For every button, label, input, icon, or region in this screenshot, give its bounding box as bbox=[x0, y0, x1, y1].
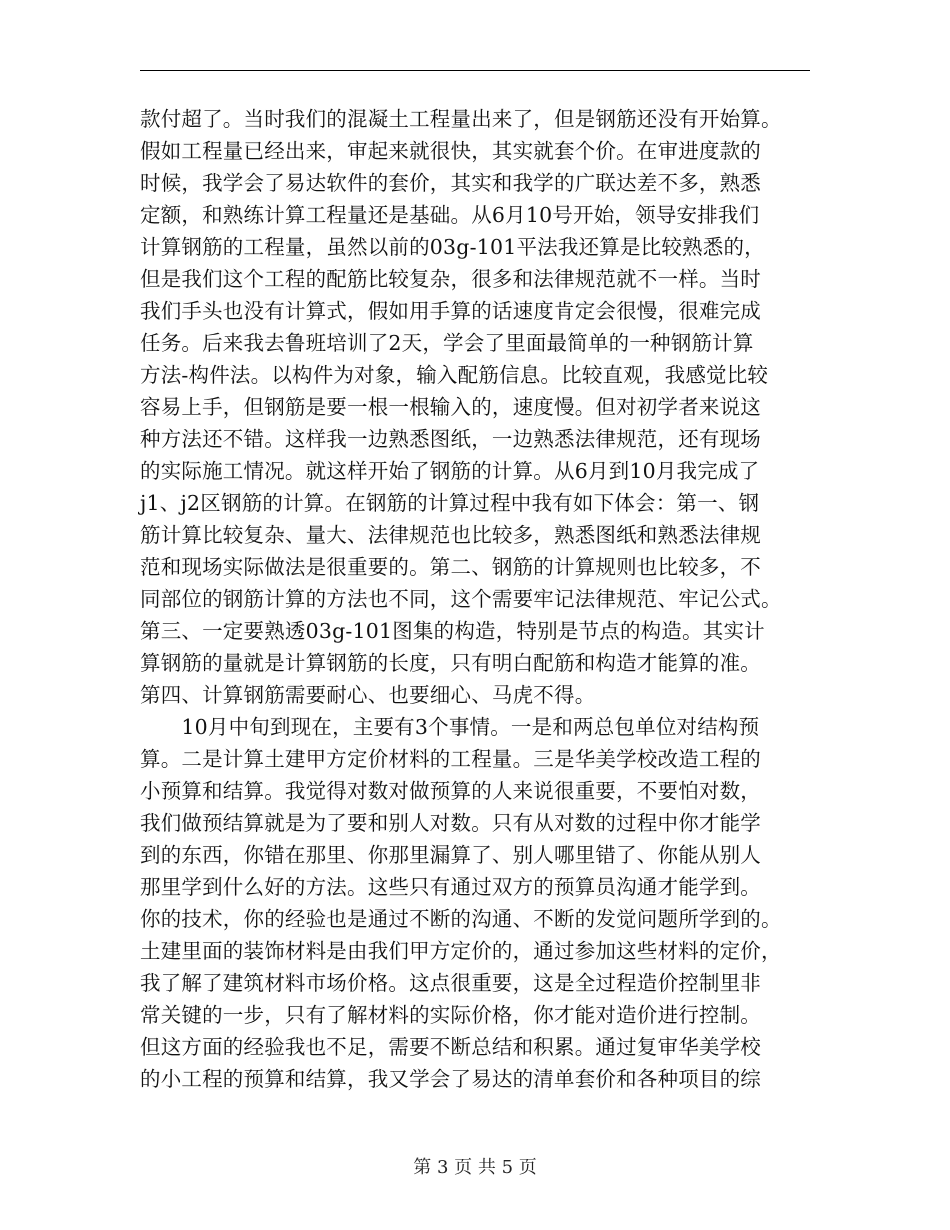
text-line: 但是我们这个工程的配筋比较复杂，很多和法律规范就不一样。当时 bbox=[140, 267, 761, 291]
text-line: 种方法还不错。这样我一边熟悉图纸，一边熟悉法律规范，还有现场 bbox=[140, 427, 761, 451]
text-line: 小预算和结算。我觉得对数对做预算的人来说很重要，不要怕对数， bbox=[140, 779, 761, 803]
text-line: 常关键的一步，只有了解材料的实际价格，你才能对造价进行控制。 bbox=[140, 1003, 761, 1027]
text-line: 任务。后来我去鲁班培训了2天，学会了里面最简单的一种钢筋计算 bbox=[140, 331, 754, 355]
text-line: 10月中旬到现在，主要有3个事情。一是和两总包单位对结构预 bbox=[140, 715, 760, 739]
text-line: 方法-构件法。以构件为对象，输入配筋信息。比较直观，我感觉比较 bbox=[140, 363, 769, 387]
text-line: 筋计算比较复杂、量大、法律规范也比较多，熟悉图纸和熟悉法律规 bbox=[140, 523, 761, 547]
text-line: 假如工程量已经出来，审起来就很快，其实就套个价。在审进度款的 bbox=[140, 139, 761, 163]
page-number-footer: 第 3 页 共 5 页 bbox=[413, 1157, 537, 1178]
text-line: 我们做预结算就是为了要和别人对数。只有从对数的过程中你才能学 bbox=[140, 811, 761, 835]
text-line: 那里学到什么好的方法。这些只有通过双方的预算员沟通才能学到。 bbox=[140, 875, 761, 899]
text-line: 计算钢筋的工程量，虽然以前的03g-101平法我还算是比较熟悉的， bbox=[140, 235, 765, 259]
text-line: 同部位的钢筋计算的方法也不同，这个需要牢记法律规范、牢记公式。 bbox=[140, 587, 782, 611]
text-line: 定额，和熟练计算工程量还是基础。从6月10号开始，领导安排我们 bbox=[140, 203, 760, 227]
text-line: 算钢筋的量就是计算钢筋的长度，只有明白配筋和构造才能算的准。 bbox=[140, 651, 761, 675]
text-line: 第四、计算钢筋需要耐心、也要细心、马虎不得。 bbox=[140, 683, 596, 707]
text-line: 土建里面的装饰材料是由我们甲方定价的，通过参加这些材料的定价， bbox=[140, 939, 782, 963]
text-line: 容易上手，但钢筋是要一根一根输入的，速度慢。但对初学者来说这 bbox=[140, 395, 761, 419]
text-line: 但这方面的经验我也不足，需要不断总结和积累。通过复审华美学校 bbox=[140, 1035, 761, 1059]
header-rule bbox=[140, 70, 810, 71]
text-line: 款付超了。当时我们的混凝土工程量出来了，但是钢筋还没有开始算。 bbox=[140, 107, 782, 131]
text-line: 范和现场实际做法是很重要的。第二、钢筋的计算规则也比较多，不 bbox=[140, 555, 761, 579]
text-line: j1、j2区钢筋的计算。在钢筋的计算过程中我有如下体会：第一、钢 bbox=[140, 491, 760, 515]
text-line: 算。二是计算土建甲方定价材料的工程量。三是华美学校改造工程的 bbox=[140, 747, 761, 771]
text-line: 你的技术，你的经验也是通过不断的沟通、不断的发觉问题所学到的。 bbox=[140, 907, 782, 931]
text-line: 的小工程的预算和结算，我又学会了易达的清单套价和各种项目的综 bbox=[140, 1067, 761, 1091]
text-line: 第三、一定要熟透03g-101图集的构造，特别是节点的构造。其实计 bbox=[140, 619, 765, 643]
text-line: 我了解了建筑材料市场价格。这点很重要，这是全过程造价控制里非 bbox=[140, 971, 761, 995]
text-line: 的实际施工情况。就这样开始了钢筋的计算。从6月到10月我完成了 bbox=[140, 459, 760, 483]
document-body bbox=[140, 103, 820, 1095]
text-line: 到的东西，你错在那里、你那里漏算了、别人哪里错了、你能从别人 bbox=[140, 843, 761, 867]
text-line: 我们手头也没有计算式，假如用手算的话速度肯定会很慢，很难完成 bbox=[140, 299, 761, 323]
text-line: 时候，我学会了易达软件的套价，其实和我学的广联达差不多，熟悉 bbox=[140, 171, 761, 195]
